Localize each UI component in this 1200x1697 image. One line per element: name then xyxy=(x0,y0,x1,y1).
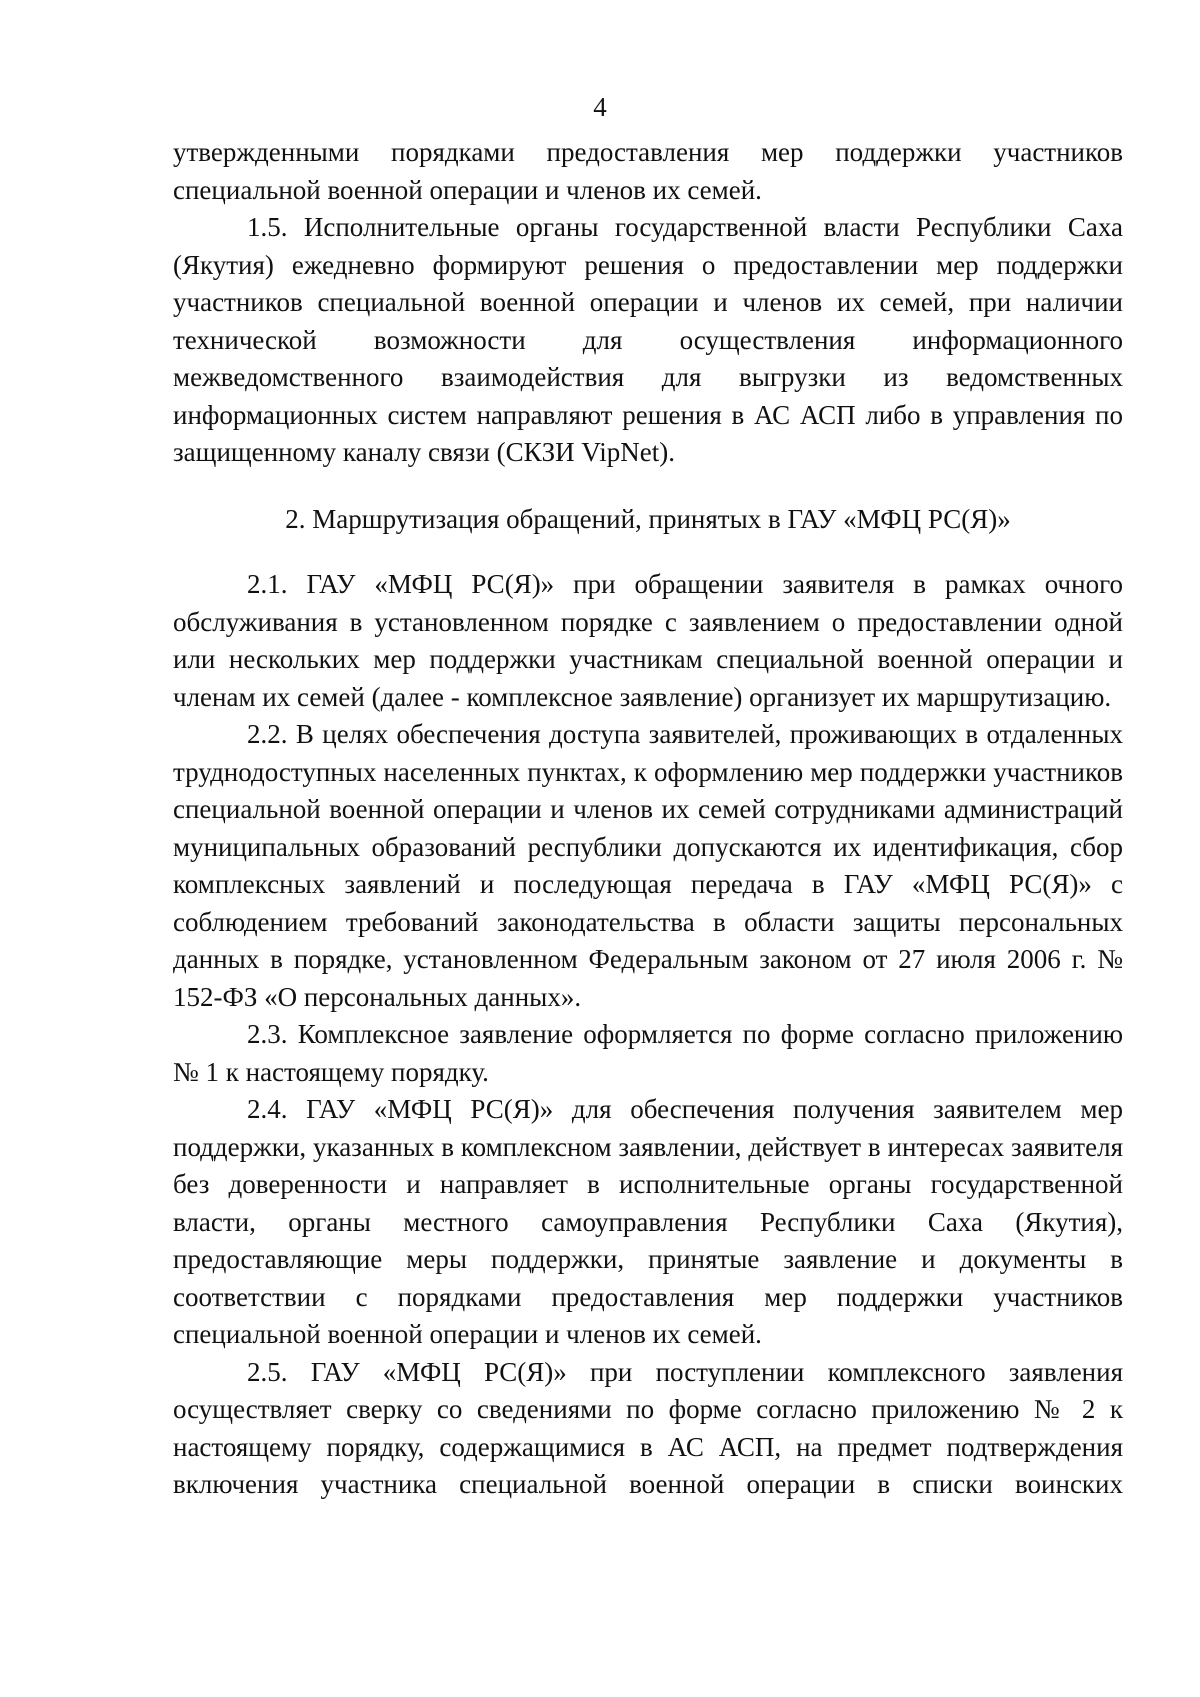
paragraph-2-3: 2.3. Комплексное заявление оформляется по форме согласно приложению № 1 к настоящему порядку. xyxy=(173,1019,1123,1087)
paragraph-2-1: 2.1. ГАУ «МФЦ РС(Я)» при обращении заявителя в рамках очного обслуживания в установленном порядке с заявлением о предоставлении одной или нескольких мер поддержки участникам специальной военной операции и членам их семей (далее - комплексное заявление) организует их маршрутизацию. xyxy=(173,569,1123,712)
page-number: 4 xyxy=(593,92,607,122)
paragraph-2-4: 2.4. ГАУ «МФЦ РС(Я)» для обеспечения получения заявителем мер поддержки, указанных в комплексном заявлении, действует в интересах заявителя без доверенности и направляет в исполнительные органы государственной власти, органы местного самоуправления Республики Саха (Якутия), предоставляющие меры поддержки, принятые заявление и документы в соответствии с порядками предоставления мер поддержки участников специальной военной операции и членов их семей. xyxy=(173,1094,1123,1349)
section-2-heading: 2. Маршрутизация обращений, принятых в ГАУ «МФЦ РС(Я)» xyxy=(285,503,1011,534)
paragraph-2-5: 2.5. ГАУ «МФЦ РС(Я)» при поступлении комплексного заявления осуществляет сверку со сведениями по форме согласно приложению № 2 к настоящему порядку, содержащимися в АС АСП, на предмет подтверждения включения участника специальной военной операции в списки воинских xyxy=(173,1356,1123,1499)
paragraph-1-5: 1.5. Исполнительные органы государственной власти Республики Саха (Якутия) ежедневно формируют решения о предоставлении мер поддержки участников специальной военной операции и членов их семей, при наличии технической возможности для осуществления информационного межведомственного взаимодействия для выгрузки из ведомственных информационных систем направляют решения в АС АСП либо в управления по защищенному каналу связи (СКЗИ VipNet). xyxy=(173,212,1123,467)
document-body xyxy=(173,134,1123,1504)
paragraph-continuation: утвержденными порядками предоставления мер поддержки участников специальной военной операции и членов их семей. xyxy=(173,137,1123,205)
paragraph-2-2: 2.2. В целях обеспечения доступа заявителей, проживающих в отдаленных труднодоступных населенных пунктах, к оформлению мер поддержки участников специальной военной операции и членов их семей сотрудниками администраций муниципальных образований республики допускаются их идентификация, сбор комплексных заявлений и последующая передача в ГАУ «МФЦ РС(Я)» с соблюдением требований законодательства в области защиты персональных данных в порядке, установленном Федеральным законом от 27 июля 2006 г. № 152-ФЗ «О персональных данных». xyxy=(173,719,1123,1012)
